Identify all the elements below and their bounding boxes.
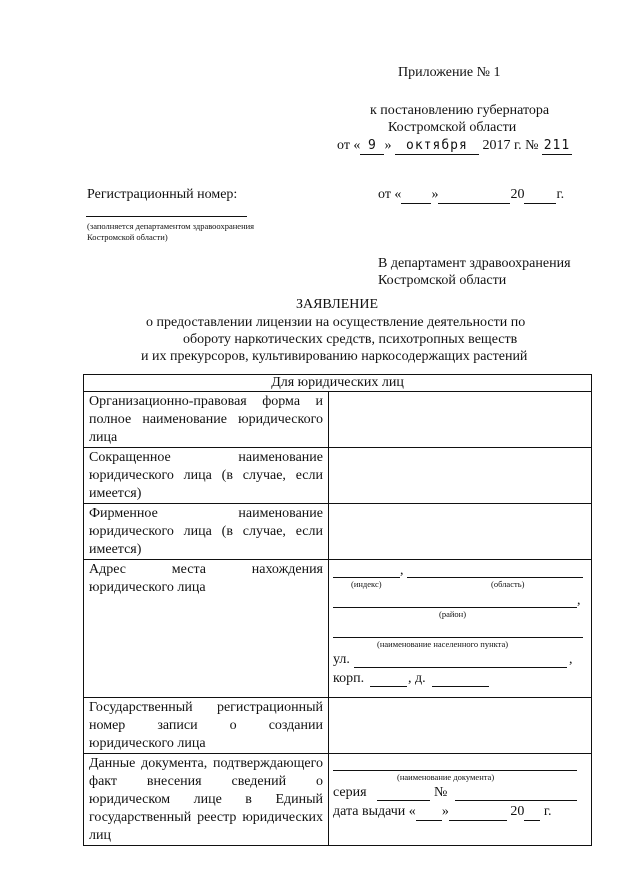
house-line[interactable] xyxy=(432,686,489,687)
district-line[interactable] xyxy=(333,607,577,608)
row-ogrn-label: Государственный регистрационный номер записи о создании юридического лица xyxy=(84,698,329,754)
document-title: ЗАЯВЛЕНИЕ xyxy=(295,297,379,312)
row-ogrn-value[interactable] xyxy=(329,698,592,754)
region-line[interactable] xyxy=(407,577,583,578)
appendix-number: 211 xyxy=(543,138,571,153)
appendix-line-2: Костромской области xyxy=(388,120,517,135)
appendix-date-prefix: от « xyxy=(337,138,361,153)
registration-date xyxy=(378,186,564,204)
appendix-line-1: к постановлению губернатора xyxy=(370,103,550,118)
registration-label: Регистрационный номер: xyxy=(87,187,238,202)
registration-date-mid: » xyxy=(431,187,439,202)
doc-number-line[interactable] xyxy=(455,800,577,801)
building-label: корп. xyxy=(333,671,365,686)
row-brand-name-value[interactable] xyxy=(329,504,592,560)
registration-note-2: Костромской области) xyxy=(87,232,168,242)
registration-number-line xyxy=(86,216,247,217)
issue-date-label: дата выдачи « xyxy=(333,804,416,819)
street-label: ул. xyxy=(333,652,350,667)
house-label: , д. xyxy=(408,671,426,686)
registration-year-suffix: г. xyxy=(556,187,565,202)
doc-number-label: № xyxy=(434,785,448,800)
building-line[interactable] xyxy=(370,686,407,687)
series-line[interactable] xyxy=(377,800,430,801)
appendix-title: Приложение № 1 xyxy=(398,65,501,80)
row-full-name-label: Организационно-правовая форма и полное наименование юридического лица xyxy=(84,392,329,448)
heading-line-2: обороту наркотических средств, психотропных веществ xyxy=(183,332,518,347)
row-egrul-document-label: Данные документа, подтверждающего факт внесения сведений о юридическом лице в Единый государственный реестр юридических лиц xyxy=(84,754,329,846)
addressee-line-1: В департамент здравоохранения xyxy=(378,256,571,271)
registration-note-1: (заполняется департаментом здравоохранения xyxy=(87,221,255,231)
street-line[interactable] xyxy=(354,667,567,668)
heading-line-3: и их прекурсоров, культивированию наркосодержащих растений xyxy=(141,349,528,364)
region-caption: (область) xyxy=(491,579,525,589)
table-header: Для юридических лиц xyxy=(84,375,592,392)
row-address-label: Адрес места нахождения юридического лица xyxy=(84,560,329,698)
index-caption: (индекс) xyxy=(351,579,382,589)
row-address-value[interactable]: , (индекс) (область) , (район) (наименование населенного пункта) ул. , корп. , д. xyxy=(329,560,592,698)
appendix-date-mid: » xyxy=(384,138,392,153)
addressee-line-2: Костромской области xyxy=(378,273,507,288)
row-short-name-value[interactable] xyxy=(329,448,592,504)
legal-entity-form-table xyxy=(83,374,592,846)
appendix-date-line xyxy=(337,137,572,155)
index-line[interactable] xyxy=(333,577,400,578)
row-egrul-document-value[interactable] xyxy=(329,754,592,846)
row-short-name-label: Сокращенное наименование юридического лица (в случае, если имеется) xyxy=(84,448,329,504)
registration-year-prefix: 20 xyxy=(510,187,525,202)
district-caption: (район) xyxy=(439,609,467,619)
registration-date-prefix: от « xyxy=(378,187,402,202)
appendix-year-text: 2017 г. № xyxy=(482,138,539,153)
issue-date xyxy=(333,803,551,821)
series-label: серия xyxy=(333,785,367,800)
locality-caption: (наименование населенного пункта) xyxy=(377,639,509,649)
document-name-line[interactable] xyxy=(333,770,577,771)
row-full-name-value[interactable] xyxy=(329,392,592,448)
appendix-day: 9 xyxy=(360,137,384,155)
heading-line-1: о предоставлении лицензии на осуществление деятельности по xyxy=(146,315,526,330)
issue-year-suffix: г. xyxy=(543,804,552,819)
issue-date-mid: » xyxy=(441,804,449,819)
row-brand-name-label: Фирменное наименование юридического лица (в случае, если имеется) xyxy=(84,504,329,560)
appendix-month: октября xyxy=(395,137,479,155)
document-name-caption: (наименование документа) xyxy=(397,772,495,782)
issue-year-prefix: 20 xyxy=(510,804,525,819)
locality-line[interactable] xyxy=(333,637,583,638)
